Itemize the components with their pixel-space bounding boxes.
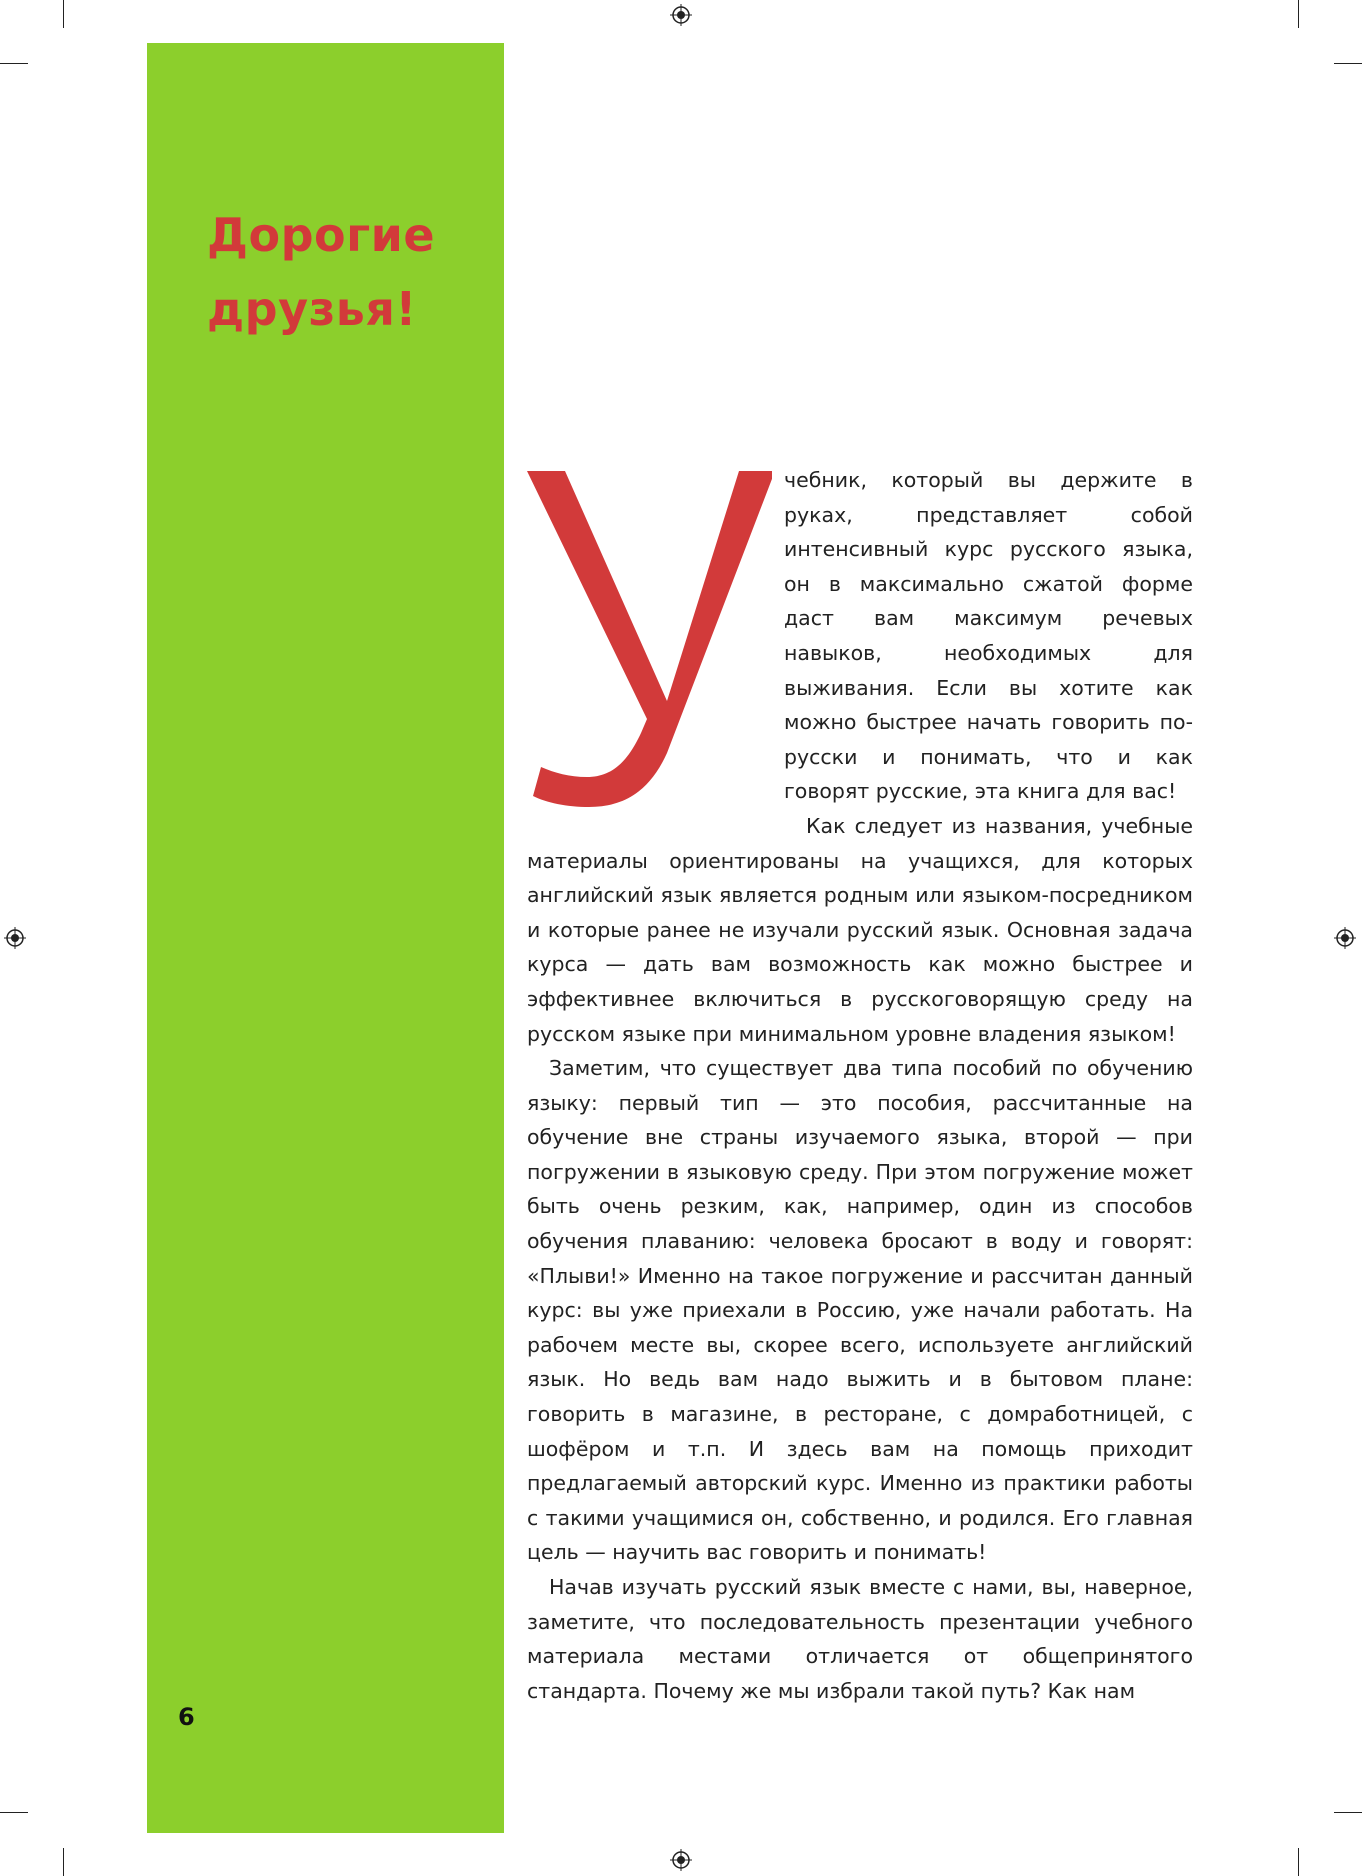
dropcap <box>527 463 772 809</box>
page-title-line-1: Дорогие <box>207 208 436 262</box>
page-title <box>207 198 435 346</box>
paragraph-4: Начав изучать русский язык вместе с нами, вы, наверное, заметите, что последовательность презентации учебного материала местами отличается от общепринятого стандарта. Почему же мы избрали такой путь? Как нам <box>527 1575 1193 1703</box>
paragraph-3: Заметим, что существует два типа пособий по обучению языку: первый тип — это пособия, рассчитанные на обучение вне страны изучаемого языка, второй — при погружении в языковую среду. При этом погружение может быть очень резким, как, например, один из способов обучения плаванию: человека бросают в воду и говорят: «Плыви!» Именно на такое погружение и рассчитан данный курс: вы уже приехали в Россию, уже начали работать. На рабочем месте вы, скорее всего, используете английский язык. Но ведь вам надо выжить и в бытовом плане: говорить в магазине, в ресторане, с домработницей, с шофёром и т.п. И здесь вам на помощь приходит предлагаемый авторский курс. Именно из практики работы с такими учащимися он, собственно, и родился. Его главная цель — научить вас говорить и понимать! <box>527 1056 1193 1565</box>
crop-mark <box>1334 63 1362 64</box>
page-number: 6 <box>178 1703 195 1731</box>
registration-mark-icon <box>670 4 692 26</box>
crop-mark <box>0 1812 28 1813</box>
crop-mark <box>1298 0 1299 28</box>
paragraph-1: чебник, который вы держите в руках, представляет собой интенсивный курс русского языка, он в максимально сжатой форме даст вам максимум речевых навыков, необходимых для выживания. Если вы хотите как можно быстрее начать говорить по-русски и понимать, что и как говорят русские, эта книга для вас! <box>784 468 1193 804</box>
dropcap-text: У <box>527 463 528 464</box>
paragraph-2: Как следует из названия, учебные материалы ориентированы на учащихся, для которых английский язык является родным или языком-посредником и которые ранее не изучали русский язык. Основная задача курса — дать вам возможность как можно быстрее и эффективнее включиться в русскоговорящую среду на русском языке при минимальном уровне владения языком! <box>527 813 1193 1046</box>
crop-mark <box>1334 1812 1362 1813</box>
registration-mark-icon <box>4 927 26 949</box>
crop-mark <box>0 63 28 64</box>
registration-mark-icon <box>670 1849 692 1871</box>
crop-mark <box>63 1848 64 1876</box>
body-text <box>527 463 1193 1708</box>
page-title-line-2: друзья! <box>207 282 417 336</box>
crop-mark <box>63 0 64 28</box>
registration-mark-icon <box>1334 927 1356 949</box>
crop-mark <box>1298 1848 1299 1876</box>
dropcap-letter-u <box>527 463 772 809</box>
